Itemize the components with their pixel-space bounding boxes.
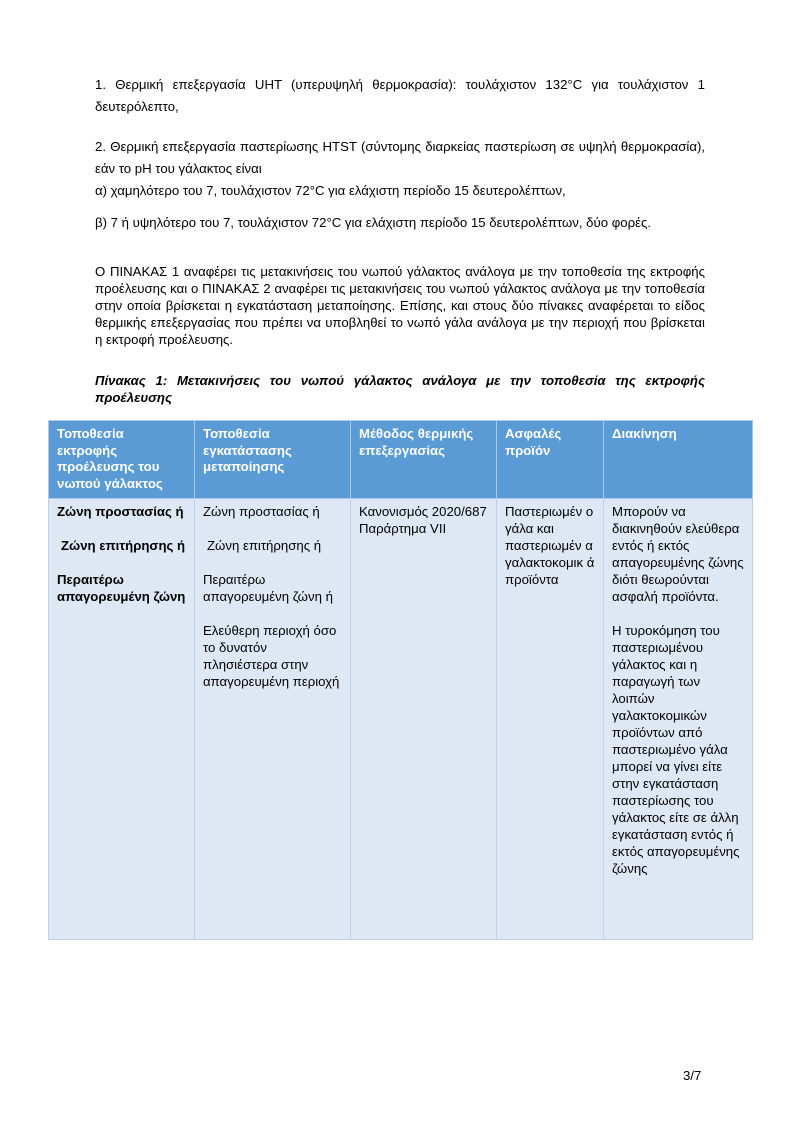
origin-protection-zone: Ζώνη προστασίας ή bbox=[57, 504, 184, 519]
origin-surveillance-zone: Ζώνη επιτήρησης ή bbox=[61, 538, 186, 553]
table-caption: Πίνακας 1: Μετακινήσεις του νωπού γάλακτος ανάλογα με την τοποθεσία της εκτροφής προέλευσης bbox=[95, 373, 705, 405]
movement-free-text: Μπορούν να διακινηθούν ελεύθερα εντός ή εκτός απαγορευμένης ζώνης διότι θεωρούνται ασφαλή προϊόντα. bbox=[612, 504, 744, 604]
paragraph-htst-a: α) χαμηλότερο του 7, τουλάχιστον 72°C για ελάχιστη περίοδο 15 δευτερολέπτων, bbox=[95, 183, 566, 198]
paragraph-uht: 1. Θερμική επεξεργασία UHT (υπερυψηλή θερμοκρασία): τουλάχιστον 132°C για τουλάχιστον 1 δευτερόλεπτο, bbox=[95, 77, 705, 114]
cell-facility bbox=[195, 499, 351, 940]
cell-method bbox=[351, 499, 497, 940]
facility-further-restricted-zone: Περαιτέρω απαγορευμένη ζώνη ή bbox=[203, 572, 333, 604]
header-movement: Διακίνηση bbox=[604, 421, 753, 499]
method-regulation: Κανονισμός 2020/687 bbox=[359, 504, 487, 519]
facility-free-area: Ελεύθερη περιοχή όσο το δυνατόν πλησιέστερα στην απαγορευμένη περιοχή bbox=[203, 623, 340, 689]
cell-movement bbox=[604, 499, 753, 940]
table-header-row bbox=[49, 421, 753, 499]
paragraph-intro: Ο ΠΙΝΑΚΑΣ 1 αναφέρει τις μετακινήσεις του νωπού γάλακτος ανάλογα με την τοποθεσία της εκτροφής προέλευσης και ο ΠΙΝΑΚΑΣ 2 αναφέρει τις μετακινήσεις του νωπού γάλακτος ανάλογα με την τοποθεσία στην οποία βρίσκεται η εγκατάσταση μεταποίησης. Επίσης, και στους δύο πίνακες αναφέρεται το είδος θερμικής επεξεργασίας που πρέπει να υποβληθεί το νωπό γάλα ανάλογα με την περιοχή που βρίσκεται η εκτροφή προέλευσης. bbox=[95, 264, 705, 347]
cell-origin bbox=[49, 499, 195, 940]
header-facility: Τοποθεσία εγκατάστασης μεταποίησης bbox=[195, 421, 351, 499]
header-method: Μέθοδος θερμικής επεξεργασίας bbox=[351, 421, 497, 499]
facility-protection-zone: Ζώνη προστασίας ή bbox=[203, 504, 320, 519]
movement-cheese-making-text: Η τυροκόμηση του παστεριωμένου γάλακτος και η παραγωγή των λοιπών γαλακτοκομικών προϊόντων από παστεριωμένο γάλα μπορεί να γίνει είτε στην εγκατάσταση παστερίωσης του γάλακτος είτε σε άλλη εγκατάσταση εντός ή εκτός απαγορευμένης ζώνης bbox=[612, 623, 740, 876]
cell-safe-product: Παστεριωμέν ο γάλα και παστεριωμέν α γαλακτοκομικ ά προϊόντα bbox=[497, 499, 604, 940]
header-origin: Τοποθεσία εκτροφής προέλευσης του νωπού γάλακτος bbox=[49, 421, 195, 499]
table-row bbox=[49, 499, 753, 940]
header-safe-product: Ασφαλές προϊόν bbox=[497, 421, 604, 499]
origin-further-restricted-zone: Περαιτέρω απαγορευμένη ζώνη bbox=[57, 572, 186, 604]
movements-table bbox=[48, 420, 753, 940]
paragraph-htst-b: β) 7 ή υψηλότερο του 7, τουλάχιστον 72°C για ελάχιστη περίοδο 15 δευτερολέπτων, δύο φορές. bbox=[95, 215, 652, 230]
page-number: 3/7 bbox=[683, 1068, 702, 1083]
paragraph-htst: 2. Θερμική επεξεργασία παστερίωσης HTST (σύντομης διαρκείας παστερίωση σε υψηλή θερμοκρασία), εάν το pH του γάλακτος είναι bbox=[95, 139, 705, 176]
facility-surveillance-zone: Ζώνη επιτήρησης ή bbox=[207, 538, 322, 553]
method-annex: Παράρτημα VII bbox=[359, 521, 447, 536]
